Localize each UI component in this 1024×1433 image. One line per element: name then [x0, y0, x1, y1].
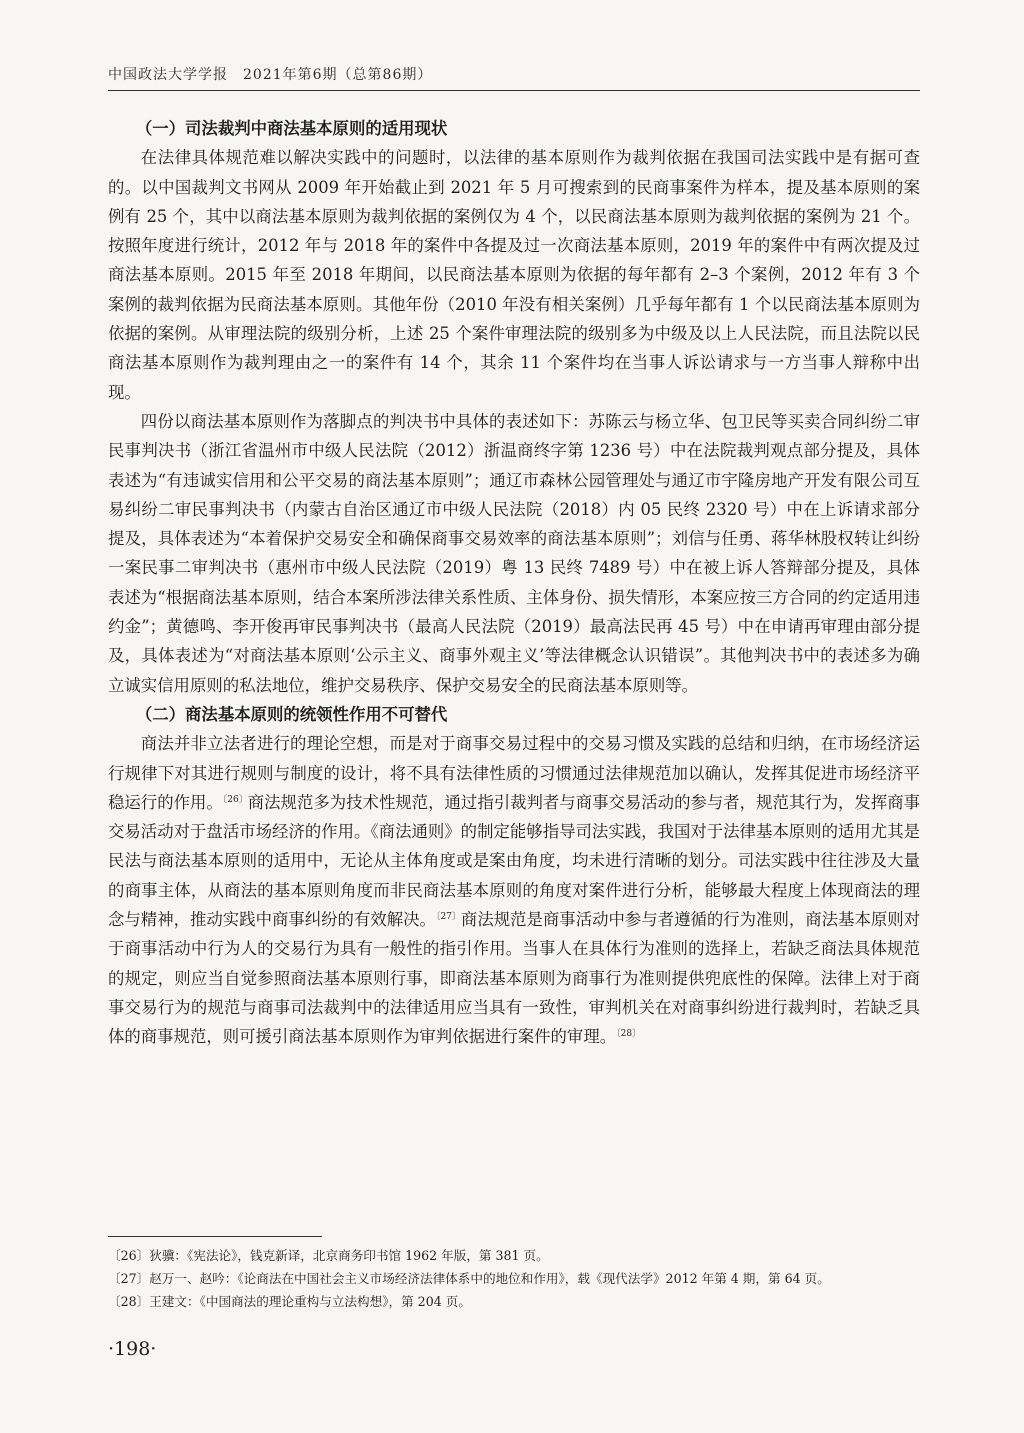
footnotes: [108, 1244, 928, 1313]
paragraph-3: [108, 729, 920, 1051]
running-head: 中国政法大学学报 2021年第6期（总第86期）: [108, 67, 433, 83]
footnote-28: 〔28〕王建文：《中国商法的理论重构与立法构想》，第 204 页。: [108, 1294, 471, 1309]
header-rule: [108, 90, 920, 91]
paragraph-2: 四份以商法基本原则作为落脚点的判决书中具体的表述如下：苏陈云与杨立华、包卫民等买卖合同纠纷二审民事判决书（浙江省温州市中级人民法院（2012）浙温商终字第 1236 号）中在法院裁判观点部分提及，具体表述为“有违诚实信用和公平交易的商法基本原则”；通辽市森林公园管理处与通辽市宇隆房地产开发有限公司互易纠纷二审民事判决书（内蒙古自治区通辽市中级人民法院（2018）内 05 民终 2320 号）中在上诉请求部分提及，具体表述为“本着保护交易安全和确保商事交易效率的商法基本原则”；刘信与任勇、蒋华林股权转让纠纷一案民事二审判决书（惠州市中级人民法院（2019）粤 13 民终 7489 号）中在被上诉人答辩部分提及，具体表述为“根据商法基本原则，结合本案所涉法律关系性质、主体身份、损失情形，本案应按三方合同的约定适用违约金”；黄德鸣、李开俊再审民事判决书（最高人民法院（2019）最高法民再 45 号）中在申请再审理由部分提及，具体表述为“对商法基本原则‘公示主义、商事外观主义’等法律概念认识错误”。其他判决书中的表述多为确立诚实信用原则的私法地位，维护交易秩序、保护交易安全的民商法基本原则等。: [108, 411, 920, 695]
paragraph-3-part-2: 商法规范多为技术性规范，通过指引裁判者与商事交易活动的参与者，规范其行为，发挥商事交易活动对于盘活市场经济的作用。《商法通则》的制定能够指导司法实践，我国对于法律基本原则的适用尤其是民法与商法基本原则的适用中，无论从主体角度或是案由角度，均未进行清晰的划分。司法实践中往往涉及大量的商事主体，从商法的基本原则角度而非民商法基本原则的角度对案件进行分析，能够最大程度上体现商法的理念与精神，推动实践中商事纠纷的有效解决。: [108, 792, 921, 930]
footnote-ref-26[interactable]: 〔26〕: [222, 794, 248, 805]
paragraph-3-part-3: 商法规范是商事活动中参与者遵循的行为准则，商法基本原则对于商事活动中行为人的交易行为具有一般性的指引作用。当事人在具体行为准则的选择上，若缺乏商法具体规范的规定，则应当自觉参照商法基本原则行事，即商法基本原则为商事行为准则提供兜底性的保障。法律上对于商事交易行为的规范与商事司法裁判中的法律适用应当具有一致性，审判机关在对商事纠纷进行裁判时，若缺乏具体的商事规范，则可援引商法基本原则作为审判依据进行案件的审理。: [108, 910, 921, 1047]
footnote-rule: [108, 1236, 322, 1237]
footnote-27: 〔27〕赵万一、赵吟：《论商法在中国社会主义市场经济法律体系中的地位和作用》，载《现代法学》2012 年第 4 期，第 64 页。: [108, 1271, 830, 1286]
footnote-ref-27[interactable]: 〔27〕: [435, 912, 461, 923]
footnote-ref-28[interactable]: 〔28〕: [616, 1029, 642, 1040]
footnote-26: 〔26〕狄骥：《宪法论》，钱克新译，北京商务印书馆 1962 年版，第 381 页。: [108, 1248, 549, 1263]
paragraph-1: 在法律具体规范难以解决实践中的问题时，以法律的基本原则作为裁判依据在我国司法实践中是有据可查的。以中国裁判文书网从 2009 年开始截止到 2021 年 5 月可搜索到的民商事案件为样本，提及基本原则的案例有 25 个，其中以商法基本原则为裁判依据的案例仅为 4 个，以民商法基本原则为裁判依据的案例为 21 个。按照年度进行统计，2012 年与 2018 年的案件中各提及过一次商法基本原则，2019 年的案件中有两次提及过商法基本原则。2015 年至 2018 年期间，以民商法基本原则为依据的每年都有 2–3 个案例，2012 年有 3 个案例的裁判依据为民商法基本原则。其他年份（2010 年没有相关案例）几乎每年都有 1 个以民商法基本原则为依据的案例。从审理法院的级别分析，上述 25 个案件审理法院的级别多为中级及以上人民法院，而且法院以民商法基本原则作为裁判理由之一的案件有 14 个，其余 11 个案件均在当事人诉讼请求与一方当事人辩称中出现。: [108, 148, 920, 402]
page-number: ·198·: [108, 1338, 157, 1360]
section-heading-2: （二）商法基本原则的统领性作用不可替代: [135, 704, 448, 724]
article-body: [108, 114, 920, 1052]
section-heading-1: （一）司法裁判中商法基本原则的适用现状: [135, 119, 448, 138]
paragraph-3-part-1: 商法并非立法者进行的理论空想，而是对于商事交易过程中的交易习惯及实践的总结和归纳，在市场经济运行规律下对其进行规则与制度的设计，将不具有法律性质的习惯通过法律规范加以确认，发挥其促进市场经济平稳运行的作用。: [108, 734, 920, 812]
